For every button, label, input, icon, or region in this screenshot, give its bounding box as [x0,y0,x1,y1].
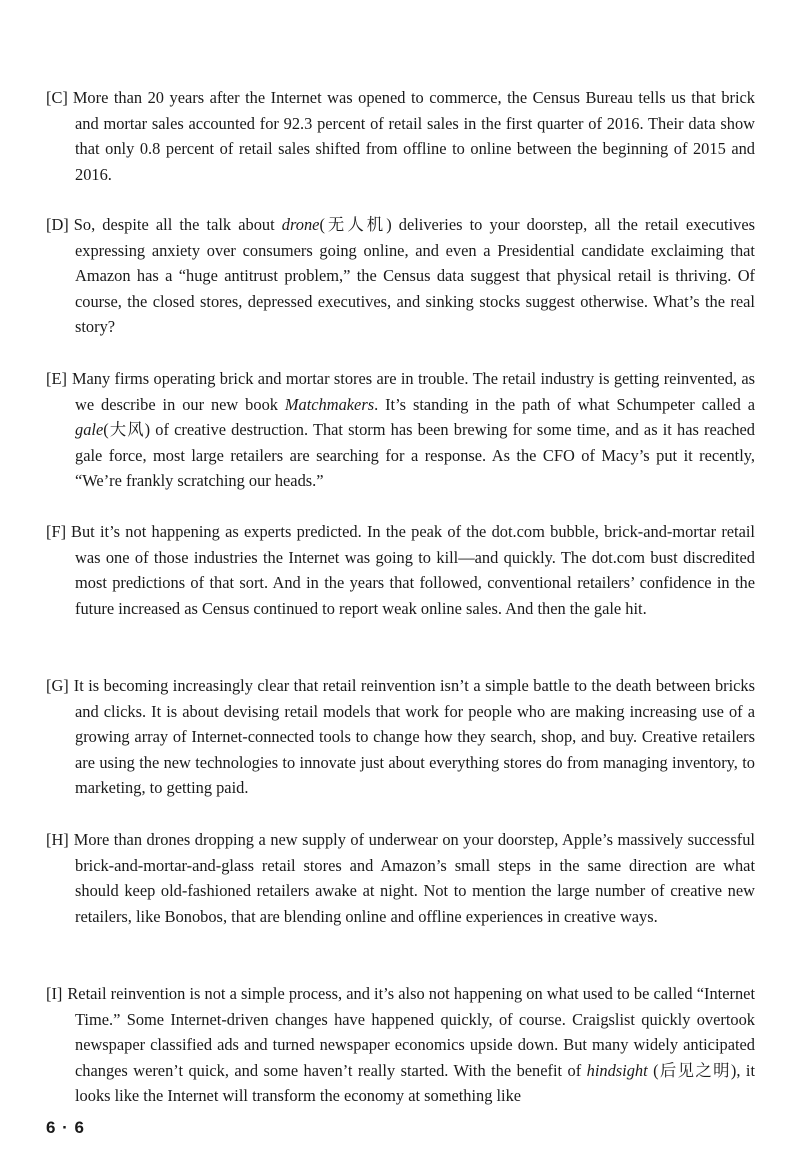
paragraph-c [46,85,755,187]
paragraph-text: of creative destruction. That storm has been brewing for some time, and as it has reached gale force, most large retailers are searching for a response. As the CFO of Macy’s put it recently, “We’re frankly scratching our heads.” [75,420,755,490]
paragraph-text: So, despite all the talk about [73,215,275,234]
gloss-drone: (无人机) [319,215,392,234]
paragraph-label: [H] [46,830,69,849]
paragraph-text: Retail reinvention is not a simple process, and it’s also not happening on what used to be called “Internet Time.” Some Internet-driven changes have happened quickly, of course. Craigslist quickly overtook newspaper classified ads and turned newspaper economics upside down. But many widely anticipated changes weren’t quick, and some haven’t really started. With the benefit of [67,984,755,1080]
paragraph-h [46,827,755,929]
term-hindsight: hindsight [586,1060,648,1080]
paragraph-e [46,366,755,494]
paragraph-text: deliveries to your doorstep, all the retail executives expressing anxiety over consumers going online, and even a Presidential candidate exclaiming that Amazon has a “huge antitrust problem,” the Census data suggest that physical retail is thriving. Of course, the closed stores, depressed executives, and sinking stocks suggest otherwise. What’s the real story? [75,215,755,336]
paragraph-d [46,212,755,340]
paragraph-label: [E] [46,369,67,388]
paragraph-label: [F] [46,522,67,541]
paragraph-label: [C] [46,88,68,107]
paragraph-i [46,981,755,1109]
gloss-gale: (大风) [103,420,151,439]
paragraph-text: More than 20 years after the Internet was opened to commerce, the Census Bureau tells us that brick and mortar sales accounted for 92.3 percent of retail sales in the first quarter of 2016. Their data show that only 0.8 percent of retail sales shifted from offline to online between the beginning of 2015 and 2016. [72,88,755,184]
book-title: Matchmakers [284,394,375,414]
paragraph-text: It is becoming increasingly clear that retail reinvention isn’t a simple battle to the death between bricks and clicks. It is about devising retail models that work for people who are making increasing use of a growing array of Internet-connected tools to change how they search, shop, and buy. Creative retailers are using the new technologies to innovate just about everything stores do from managing inventory, to marketing, to getting paid. [73,676,755,797]
gloss-hindsight: (后见之明) [647,1060,737,1080]
paragraph-g [46,673,755,801]
paragraph-text: Many firms operating brick and mortar stores are in trouble. The retail industry is getting reinvented, as we describe in our new book [71,369,755,414]
paragraph-text: , it looks like the Internet will transform the economy at something like [75,1060,755,1105]
paragraph-text: But it’s not happening as experts predicted. In the peak of the dot.com bubble, brick-and-mortar retail was one of those industries the Internet was going to kill—and quickly. The dot.com bust discredited most predictions of that sort. And in the years that followed, conventional retailers’ confidence in the future increased as Census continued to report weak online sales. And then the gale hit. [71,522,755,618]
paragraph-label: [I] [46,984,63,1003]
paragraph-label: [G] [46,676,69,695]
paragraph-label: [D] [46,215,69,234]
paragraph-text: More than drones dropping a new supply of underwear on your doorstep, Apple’s massively successful brick-and-mortar-and-glass retail stores and Amazon’s small steps in the same direction are what should keep old-fashioned retailers awake at night. Not to mention the large number of creative new retailers, like Bonobos, that are blending online and offline experiences in creative ways. [73,830,755,926]
term-drone: drone [281,215,320,234]
term-gale: gale [75,420,104,439]
paragraph-text: . It’s standing in the path of what Schumpeter called a [374,394,755,414]
paragraph-f [46,519,755,621]
page-number: 6 · 6 [46,1118,86,1137]
